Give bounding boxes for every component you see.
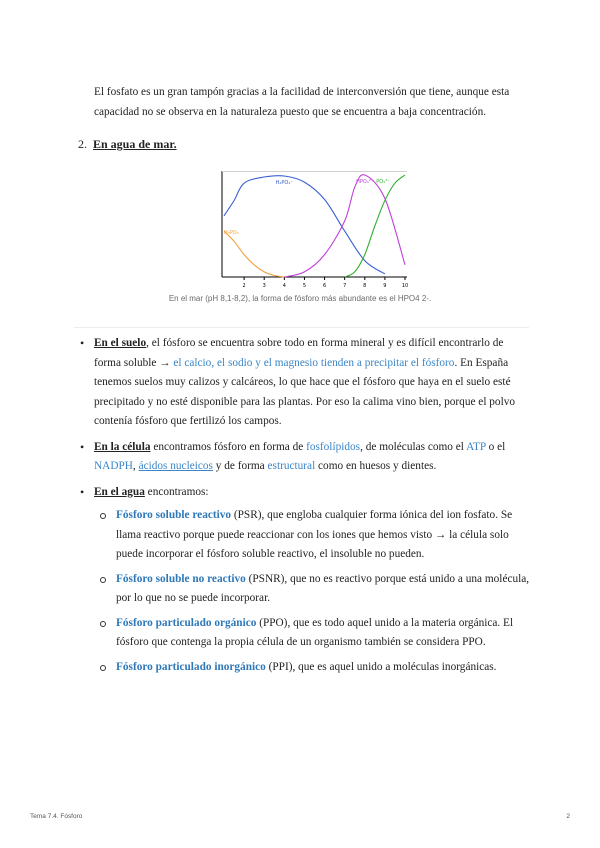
link-fosfolipidos[interactable]: fosfolípidos (306, 440, 361, 453)
footer-title: Tema 7.4. Fósforo (30, 813, 83, 820)
sub-item-ppi: Fósforo particulado inorgánico (PPI), que es aquel unido a moléculas inorgánicas. (94, 658, 530, 678)
x-tick-label: 3 (262, 283, 266, 289)
x-tick-label: 7 (343, 283, 347, 289)
x-tick-label: 8 (363, 283, 367, 289)
sub-item-psnr: Fósforo soluble no reactivo (PSNR), que no es reactivo porque está unido a una molécula, por lo que no se puede incorporar. (94, 570, 530, 609)
water-sublist (94, 506, 530, 677)
section-2-heading (78, 134, 177, 154)
term-psr: Fósforo soluble reactivo (116, 509, 232, 521)
series-label: H₃PO₄ (224, 230, 239, 237)
chart-caption: En el mar (pH 8,1-8,2), la forma de fósforo más abundante es el HPO4 2-. (168, 294, 432, 303)
series-label: HPO₄²⁻ (356, 179, 374, 185)
link-nadph[interactable]: NADPH (94, 460, 133, 472)
x-tick-label: 9 (383, 283, 387, 289)
sub-item-psr: Fósforo soluble reactivo (PSR), que engloba cualquier forma iónica del ion fosfato. Se llama reactivo porque puede reaccionar con los iones que hemos visto → la célula solo puede incorporar el fósforo soluble reactivo, el insoluble no pueden. (94, 506, 530, 565)
bullet-soil: • En el suelo, el fósforo se encuentra sobre todo en forma mineral y es difícil encontrarlo de forma soluble → el calcio, el sodio y el magnesio tienden a precipitar el fósforo. En España tenemos suelos muy calizos y calcáreos, lo que hace que el fósforo que haya en el suelo esté precipitado y no esté disponible para las plantas. Por eso la calima vino bien, porque el polvo contenía fósforo que fertilizó los campos. (78, 334, 530, 432)
x-tick-label: 10 (401, 283, 409, 289)
series-label: H₂PO₄⁻ (275, 180, 294, 187)
x-tick-label: 5 (302, 283, 307, 289)
soil-link[interactable]: el calcio, el sodio y el magnesio tienden a precipitar el fósforo (173, 356, 455, 369)
link-acidos-nucleicos[interactable]: ácidos nucleicos (138, 460, 213, 472)
term-psnr: Fósforo soluble no reactivo (116, 572, 246, 585)
bullet-cell: • En la célula encontramos fósforo en forma de fosfolípidos, de moléculas como el ATP o el NADPH, ácidos nucleicos y de forma estructural como en huesos y dientes. (78, 438, 530, 477)
soil-title: En el suelo (94, 337, 147, 349)
section-number: 2. (78, 137, 87, 151)
bullet-list (78, 334, 530, 683)
term-ppo: Fósforo particulado orgánico (116, 616, 257, 629)
divider (74, 327, 529, 328)
x-tick-label: 2 (242, 283, 246, 289)
link-estructural[interactable]: estructural (267, 460, 316, 472)
series-label: PO₄³⁻ (376, 179, 390, 185)
sub-item-ppo: Fósforo particulado orgánico (PPO), que es todo aquel unido a la materia orgánica. El fósforo que contenga la propia célula de un organismo también se considera PPO. (94, 614, 530, 653)
phosphate-speciation-chart (222, 171, 407, 289)
section-title: En agua de mar. (93, 137, 177, 151)
series-line-h3po4 (224, 231, 284, 277)
bullet-water: • En el agua encontramos: Fósforo soluble reactivo (PSR), que engloba cualquier forma iónica del ion fosfato. Se llama reactivo porque puede reaccionar con los iones que hemos visto → la célula solo puede incorporar el fósforo soluble reactivo, el insoluble no pueden. Fósforo soluble no reactivo (PSNR), que no es reactivo porque está unido a una molécula, por lo que no se puede incorporar. Fósforo particulado orgánico (PPO), que es todo aquel unido a la materia orgánica. El fósforo que contenga la propia célula de un organismo también se considera PPO. Fósforo particulado inorgánico (PPI), que es aquel unido a moléculas inorgánicas. (78, 483, 530, 678)
page-number: 2 (566, 813, 570, 820)
water-title: En el agua (94, 485, 145, 498)
link-atp[interactable]: ATP (466, 440, 486, 453)
cell-title: En la célula (94, 440, 151, 453)
intro-paragraph: El fosfato es un gran tampón gracias a la facilidad de interconversión que tiene, aunque esta capacidad no se observa en la naturaleza puesto que se encuentra a baja concentración. (94, 86, 510, 118)
series-line-hpo4-2- (284, 175, 405, 277)
x-tick-label: 6 (322, 283, 327, 289)
term-ppi: Fósforo particulado inorgánico (116, 660, 266, 673)
x-tick-label: 4 (282, 283, 286, 289)
